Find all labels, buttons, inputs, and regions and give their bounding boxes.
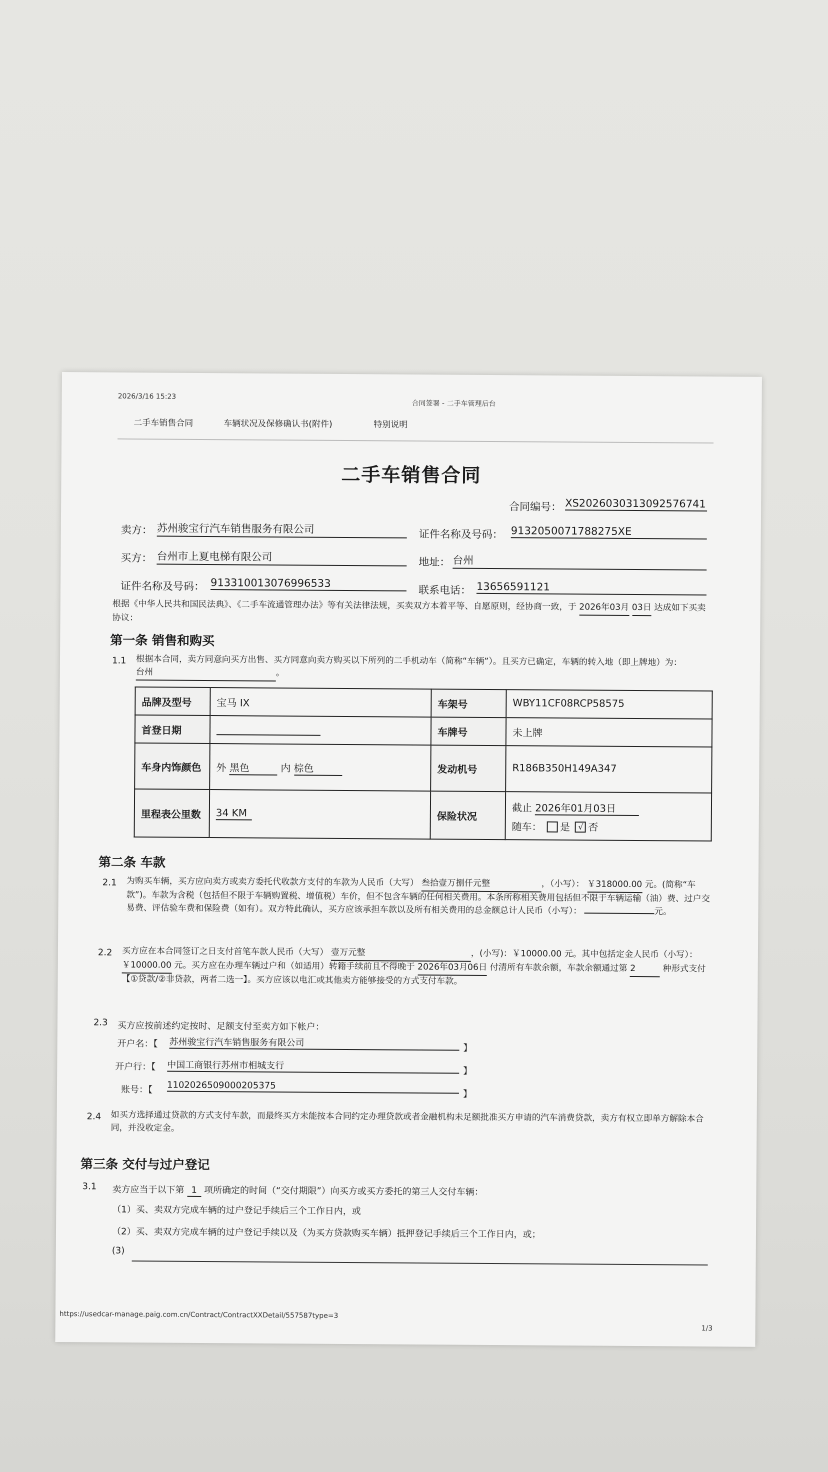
p22: [122, 945, 710, 990]
registration-place: 台州: [136, 667, 276, 682]
contract-no-label: 合同编号：: [509, 501, 562, 514]
tab-contract[interactable]: 二手车销售合同: [133, 418, 194, 429]
color-cell: [210, 744, 431, 792]
contract-title: 二手车销售合同: [341, 463, 482, 487]
opt-yes-label: 是: [559, 821, 571, 834]
p24-text: 如买方选择通过贷款的方式支付车款，而最终买方未能按本合同约定办理贷款或者金融机构未足额批准买方申请的汽车消费贷款，卖方有权立即单方解除本合同，并没收定金。: [110, 1110, 704, 1134]
section2-heading: 第二条 车款: [98, 854, 166, 870]
p22-due-date: 2026年03月06日: [418, 961, 488, 975]
preamble-date: 2026年03月: [579, 602, 629, 616]
mileage-cell: [209, 790, 430, 840]
phone-label: 联系电话：: [418, 584, 472, 597]
reg-date-cell: [210, 716, 431, 746]
section1-paragraph: 根据本合同，卖方同意向买方出售、买方同意向卖方购买以下所列的二手机动车（简称“车辆”）。且买方已确定，车辆的转入地（即上牌地）为：: [135, 654, 683, 669]
account-no-label: 账号：【: [120, 1085, 153, 1096]
exterior-prefix: 外: [216, 762, 227, 774]
contract-page: [55, 372, 762, 1347]
p22-text-e: 种形式支付【①贷款/②非贷款，两者二选一】。买方应该以电汇或其他卖方能够接受的方式支付车款。: [121, 964, 706, 987]
p21-amount-cn: 叁拾壹万捌仟元整: [421, 878, 541, 893]
opt-no-label: 否: [588, 822, 599, 834]
preamble-end: 达成如下买卖协议：: [112, 603, 706, 624]
p21-text-d: 元。: [654, 907, 672, 918]
p22-amount-cn: 壹万元整: [331, 947, 471, 962]
section1-heading: 第一条 销售和购买: [110, 632, 215, 649]
p31-num: 3.1: [82, 1182, 97, 1193]
address-label: 地址：: [418, 556, 451, 569]
p21-num: 2.1: [102, 878, 117, 889]
buyer-phone: 13656591121: [476, 581, 706, 596]
p22-text-c: 元。买方应在办理车辆过户和（如适用）转籍手续前且不得晚于: [174, 960, 415, 973]
p21-text-c: 元。(简称“车款”)。车款为含税（包括但不限于车辆购置税、增值税）车价，但不包含车辆的任何相关费用。本条所称相关费用包括但不限于车辆运输（油）费、过户交易费、评估验车费和保险费（如有）。双方特此确认，买方应该承担车款以及所有相关费用的总金额总计人民币（小写）：: [126, 880, 710, 917]
p31-text-a: 卖方应当于以下第: [112, 1185, 185, 1196]
p31-item1: （1）买、卖双方完成车辆的过户登记手续后三个工作日内，或: [112, 1205, 361, 1218]
p31-text-b: 项所确定的时间（“交付期限”）向买方或买方委托的第三人交付车辆：: [204, 1186, 484, 1198]
vin-value: WBY11CF08RCP58575: [506, 690, 712, 719]
seller-label: 卖方：: [120, 524, 153, 537]
section1-num: 1.1: [111, 656, 127, 667]
p22-text-b: ，(小写)：￥10000.00 元。其中包括定金人民币（小写）：: [470, 948, 698, 961]
insurance-until: 2026年01月03日: [535, 799, 639, 816]
with-car-label: 随车：: [511, 821, 542, 833]
preamble-day: 03日: [632, 602, 652, 616]
print-page-number: 1/3: [701, 1324, 713, 1333]
plate-label: 车牌号: [431, 717, 506, 746]
color-label: 车身内饰颜色: [135, 743, 210, 790]
buyer-label: 买方：: [120, 552, 153, 565]
buyer-address: 台州: [453, 553, 707, 571]
seller-id: 9132050071788275XE: [511, 525, 707, 539]
tab-special-notes[interactable]: 特别说明: [373, 420, 408, 431]
exterior-color: 黑色: [229, 759, 277, 775]
insurance-until-label: 截止: [511, 802, 533, 814]
buyer-id: 913310013076996533: [210, 577, 406, 591]
account-name-label: 开户名：【: [117, 1039, 158, 1050]
p31-item2: （2）买、卖双方完成车辆的过户登记手续以及（为买方贷款购买车辆）抵押登记手续后三个工作日内，或；: [111, 1227, 541, 1241]
p22-num: 2.2: [97, 948, 113, 959]
preamble-text: 根据《中华人民共和国民法典》、《二手车流通管理办法》等有关法律法规，买卖双方本着平等、自愿原则，经协商一致，于: [112, 599, 577, 613]
seller-name: 苏州骏宝行汽车销售服务有限公司: [157, 521, 407, 539]
bank-name: 中国工商银行苏州市相城支行: [167, 1058, 459, 1074]
checkbox-no[interactable]: √: [575, 822, 586, 833]
p31: [112, 1182, 483, 1199]
account-name: 苏州骏宝行汽车销售服务有限公司: [169, 1035, 459, 1051]
p31-item3: (3): [111, 1246, 125, 1257]
seller-id-label: 证件名称及号码：: [418, 528, 503, 542]
mileage-value: 34 KM: [216, 808, 252, 820]
p22-method: 2: [630, 963, 660, 977]
p21-text-b: ，（小写）：: [541, 879, 585, 890]
interior-color: 棕色: [294, 759, 342, 775]
p23-text: 买方应按前述约定按时、足额支付至卖方如下帐户：: [117, 1021, 325, 1033]
p21-amount: ￥318000.00: [587, 879, 642, 893]
p22-text-d: 付清所有车款余额，车款余额通过第: [489, 963, 628, 974]
bank-close: 】: [463, 1066, 473, 1077]
buyer-name: 台州市上夏电梯有限公司: [157, 549, 407, 567]
vehicle-table: [134, 687, 713, 842]
brand-label: 品牌及型号: [135, 687, 210, 716]
bank-label: 开户行：【: [115, 1062, 156, 1073]
contract-no: XS2026030313092576741: [565, 497, 706, 511]
p31-item3-line: [132, 1261, 708, 1266]
reg-date-label: 首登日期: [135, 715, 210, 744]
interior-prefix: 内: [280, 763, 291, 775]
account-no: 1102026509000205375: [167, 1081, 459, 1094]
p21-text-a: 为购买车辆，买方应向卖方或卖方委托代收款方支付的车款为人民币（大写）: [126, 876, 419, 889]
engine-value: R186B350H149A347: [506, 746, 712, 793]
insurance-label: 保险状况: [430, 791, 505, 840]
account-name-close: 】: [463, 1043, 473, 1054]
insurance-cell: [505, 792, 711, 841]
mileage-label: 里程表公里数: [134, 789, 209, 838]
tab-vehicle-condition[interactable]: 车辆状况及保修确认书(附件): [223, 419, 333, 430]
print-timestamp: 2026/3/16 15:23: [117, 392, 177, 401]
preamble: [112, 598, 712, 629]
buyer-id-label: 证件名称及号码：: [120, 580, 205, 593]
print-url: https://usedcar-manage.paig.com.cn/Contract/ContractXXDetail/557587type=3: [59, 1310, 339, 1320]
p22-text-a: 买方应在本合同签订之日支付首笔车款人民币（大写）: [121, 946, 329, 958]
plate-value: 未上牌: [506, 718, 712, 747]
checkbox-yes[interactable]: [547, 821, 558, 832]
tab-divider: [118, 438, 714, 443]
engine-label: 发动机号: [431, 745, 506, 792]
section3-heading: 第三条 交付与过户登记: [80, 1156, 210, 1173]
p21: [126, 875, 710, 919]
p24-num: 2.4: [86, 1112, 102, 1123]
p31-choice: 1: [187, 1186, 201, 1197]
p21-total-blank: [584, 913, 654, 914]
reg-date-value: [216, 722, 320, 736]
account-no-close: 】: [462, 1089, 473, 1100]
section1-text: 根据本合同，卖方同意向买方出售、买方同意向卖方购买以下所列的二手机动车（简称“车辆”）。且买方已确定，车辆的转入地（即上牌地）为： 台州 。: [136, 654, 712, 685]
vin-label: 车架号: [431, 689, 506, 718]
brand-value: 宝马 IX: [210, 688, 431, 718]
p23-num: 2.3: [93, 1018, 108, 1029]
print-page-title: 合同签署 - 二手车管理后台: [411, 399, 496, 409]
p22-deposit: ￥10000.00: [122, 959, 172, 973]
